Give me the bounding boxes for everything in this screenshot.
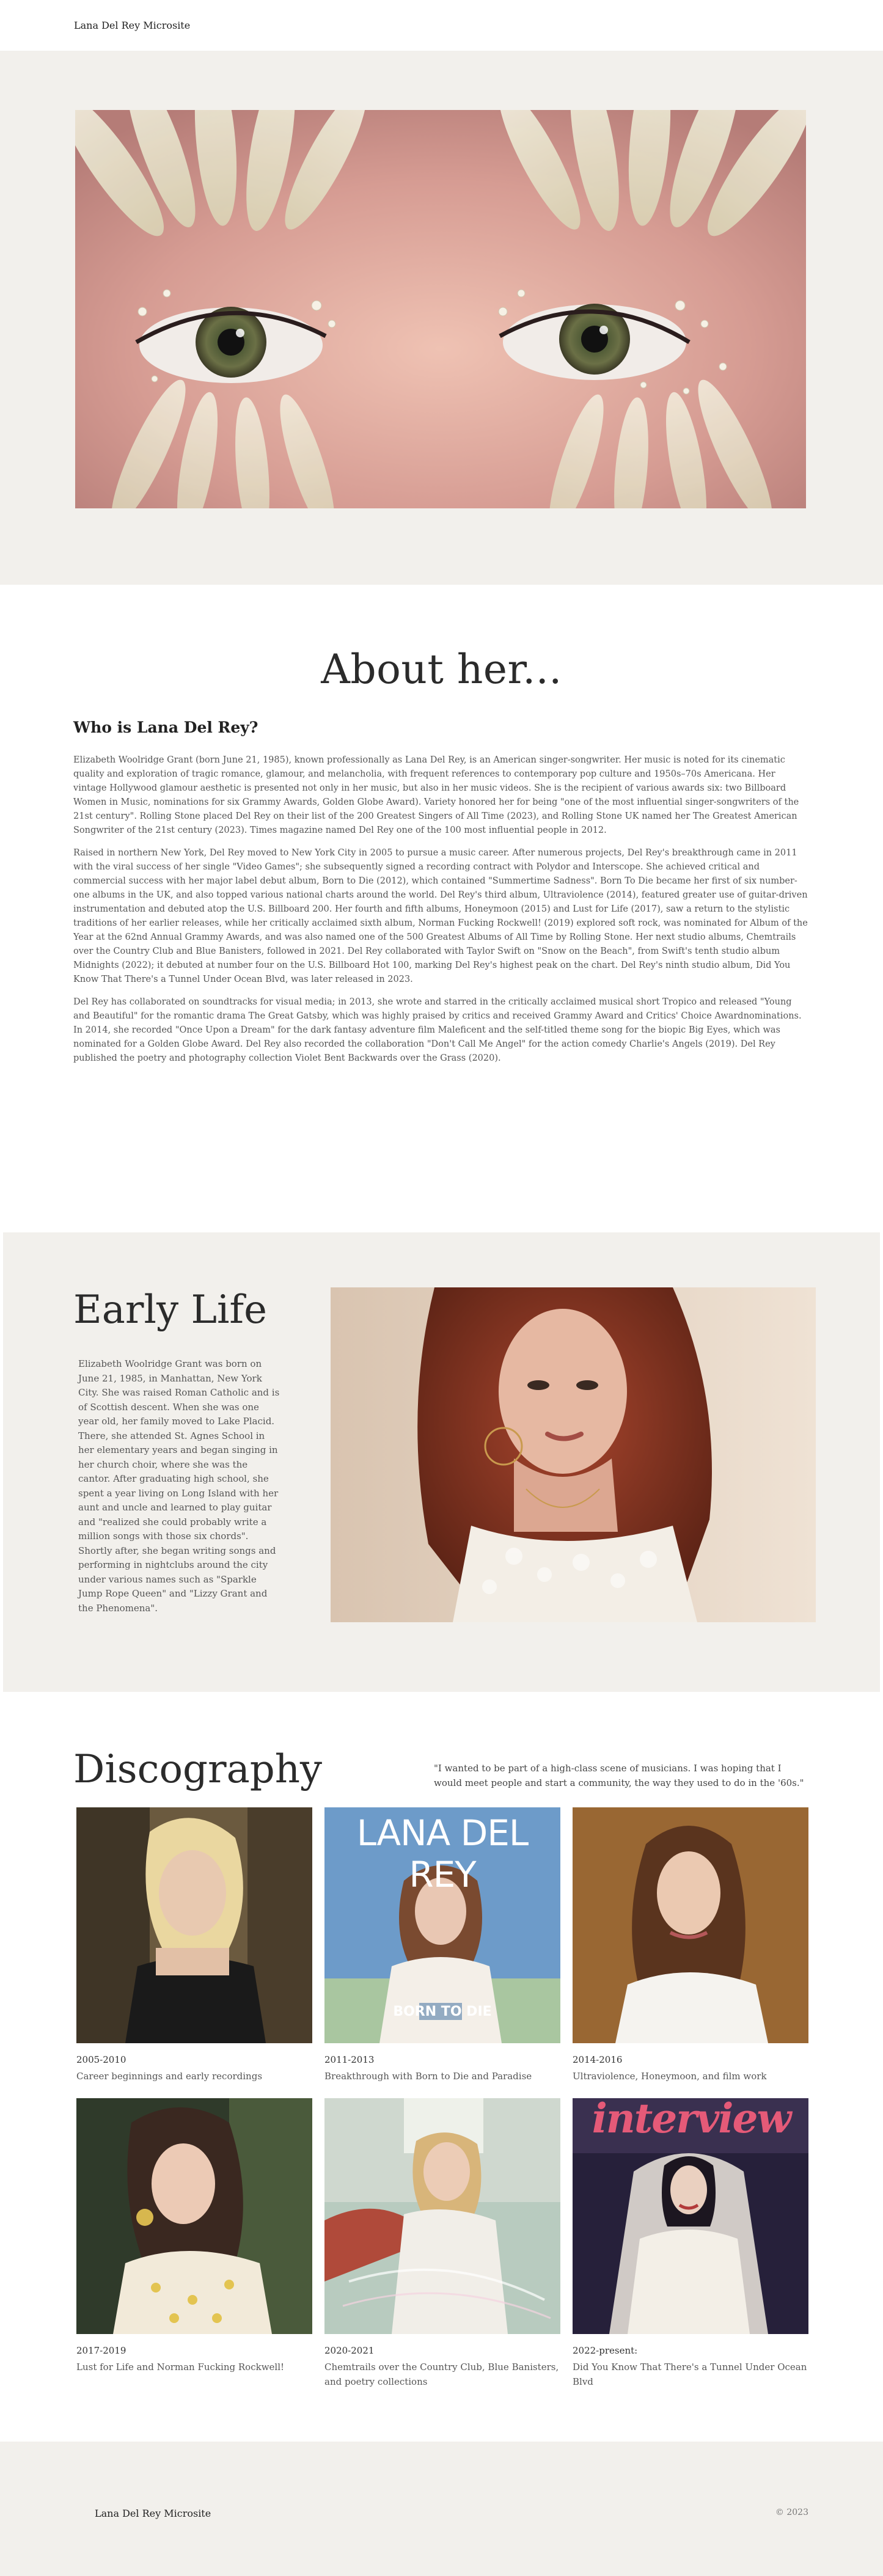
discography-card[interactable]	[324, 2098, 560, 2389]
hero-eyes-illustration	[75, 110, 806, 508]
about-paragraph: Del Rey has collaborated on soundtracks for visual media; in 2013, she wrote and starred in the critically acclaimed musical short Tropico and released "Young and Beautiful" for the romantic drama The Great Gatsby, which was highly praised by critics and received Grammy Award and Critics' Choice Awardnominations. In 2014, she recorded "Once Upon a Dream" for the dark fantasy adventure film Maleficent and the self-titled theme song for the biopic Big Eyes, which was nominated for a Golden Globe Award. Del Rey also recorded the collaboration "Don't Call Me Angel" for the action comedy Charlie's Angels (2019). Del Rey published the poetry and photography collection Violet Bent Backwards over the Grass (2020).	[73, 997, 802, 1063]
card-photo	[76, 1807, 312, 2043]
card-description: Lust for Life and Norman Fucking Rockwell!	[76, 2362, 285, 2373]
card-description: Breakthrough with Born to Die and Paradise	[324, 2071, 532, 2082]
discography-section	[0, 1692, 883, 2442]
discography-quote: "I wanted to be part of a high-class scene of musicians. I was hoping that I would meet people and start a community, the way they used to do in the '60s."	[434, 1763, 804, 1788]
early-life-section	[3, 1232, 880, 1692]
card-album-cover	[324, 1807, 560, 2043]
hero-section	[0, 51, 883, 585]
footer-copyright: © 2023	[775, 2508, 808, 2517]
footer-site-title-link[interactable]: Lana Del Rey Microsite	[95, 2508, 211, 2519]
card-description: Ultraviolence, Honeymoon, and film work	[573, 2071, 767, 2082]
card-photo	[76, 2098, 312, 2334]
discography-card[interactable]	[573, 1807, 808, 2084]
top-bar	[0, 0, 883, 51]
hero-image	[75, 110, 806, 508]
card-years: 2017-2019	[76, 2345, 126, 2356]
about-subtitle: Who is Lana Del Rey?	[73, 719, 258, 736]
about-section	[0, 585, 883, 1232]
card-photo	[324, 2098, 560, 2334]
footer	[0, 2442, 883, 2576]
card-description: Career beginnings and early recordings	[76, 2071, 263, 2082]
discography-title: Discography	[73, 1747, 323, 1792]
discography-card[interactable]	[573, 2098, 808, 2389]
card-description: Chemtrails over the Country Club, Blue Banisters, and poetry collections	[324, 2362, 559, 2387]
card-years: 2022-present:	[573, 2345, 638, 2356]
discography-card[interactable]	[76, 1807, 312, 2084]
cover-subtitle: BORN TO DIE	[393, 2004, 492, 2019]
card-photo	[573, 1807, 808, 2043]
discography-card[interactable]	[324, 1807, 560, 2084]
about-paragraph: Elizabeth Woolridge Grant (born June 21, 1985), known professionally as Lana Del Rey, is an American singer-songwriter. Her music is noted for its cinematic quality and exploration of tragic romance, glamour, and melancholia, with frequent references to contemporary pop culture and 1950s–70s Americana. Her vintage Hollywood glamour aesthetic is presented not only in her music, but also in her music videos. She is the recipient of various awards six: two Billboard Women in Music, nominations for six Grammy Awards, Golden Globe Award). Variety honored her for being "one of the most influential singer-songwriters of the 21st century". Rolling Stone placed Del Rey on their list of the 200 Greatest Singers of All Time (2023), and Rolling Stone UK named her The Greatest American Songwriter of the 21st century (2023). Times magazine named Del Rey one of the 100 most influential people in 2012.	[73, 755, 799, 835]
early-life-portrait	[331, 1287, 816, 1622]
about-title: About her...	[321, 646, 562, 693]
discography-card[interactable]	[76, 2098, 312, 2374]
early-life-title: Early Life	[73, 1287, 267, 1333]
card-years: 2005-2010	[76, 2054, 126, 2065]
early-life-text: Elizabeth Woolridge Grant was born on June 21, 1985, in Manhattan, New York City. She was raised Roman Catholic and is of Scottish descent. When she was one year old, her family moved to Lake Placid. There, she attended St. Agnes School in her elementary years and began singing in her church choir, where she was the cantor. After graduating high school, she spent a year living on Long Island with her aunt and uncle and learned to play guitar and "realized she could probably write a million songs with those six chords". Shortly after, she began writing songs and performing in nightclubs around the city under various names such as "Sparkle Jump Rope Queen" and "Lizzy Grant and the Phenomena".	[78, 1358, 280, 1614]
site-title-link[interactable]: Lana Del Rey Microsite	[74, 20, 191, 31]
card-magazine-cover	[573, 2098, 808, 2334]
magazine-masthead: interview	[592, 2098, 791, 2142]
card-description: Did You Know That There's a Tunnel Under Ocean Blvd	[573, 2362, 807, 2387]
about-paragraph: Raised in northern New York, Del Rey moved to New York City in 2005 to pursue a music career. After numerous projects, Del Rey's breakthrough came in 2011 with the viral success of her single "Video Games"; she subsequently signed a recording contract with Polydor and Interscope. She achieved critical and commercial success with her major label debut album, Born to Die (2012), which contained "Summertime Sadness". Born To Die became her first of six number-one albums in the UK, and also topped various national charts around the world. Del Rey's third album, Ultraviolence (2014), featured greater use of guitar-driven instrumentation and debuted atop the U.S. Billboard 200. Her fourth and fifth albums, Honeymoon (2015) and Lust for Life (2017), saw a return to the stylistic traditions of her earlier releases, while her critically acclaimed sixth album, Norman Fucking Rockwell! (2019) explored soft rock, was nominated for Album of the Year at the 62nd Annual Grammy Awards, and was also named one of the 500 Greatest Albums of All Time by Rolling Stone. Her next studio albums, Chemtrails over the Country Club and Blue Banisters, followed in 2021. Del Rey collaborated with Taylor Swift on "Snow on the Beach", from Swift's tenth studio album Midnights (2022); it debuted at number four on the U.S. Billboard Hot 100, marking Del Rey's highest peak on the chart. Del Rey's ninth studio album, Did You Know That There's a Tunnel Under Ocean Blvd, was later released in 2023.	[73, 848, 808, 984]
card-years: 2011-2013	[324, 2054, 375, 2065]
card-years: 2020-2021	[324, 2345, 375, 2356]
cover-title: LANA DEL REY	[356, 1812, 529, 1895]
card-years: 2014-2016	[573, 2054, 623, 2065]
portrait-illustration	[331, 1287, 816, 1622]
